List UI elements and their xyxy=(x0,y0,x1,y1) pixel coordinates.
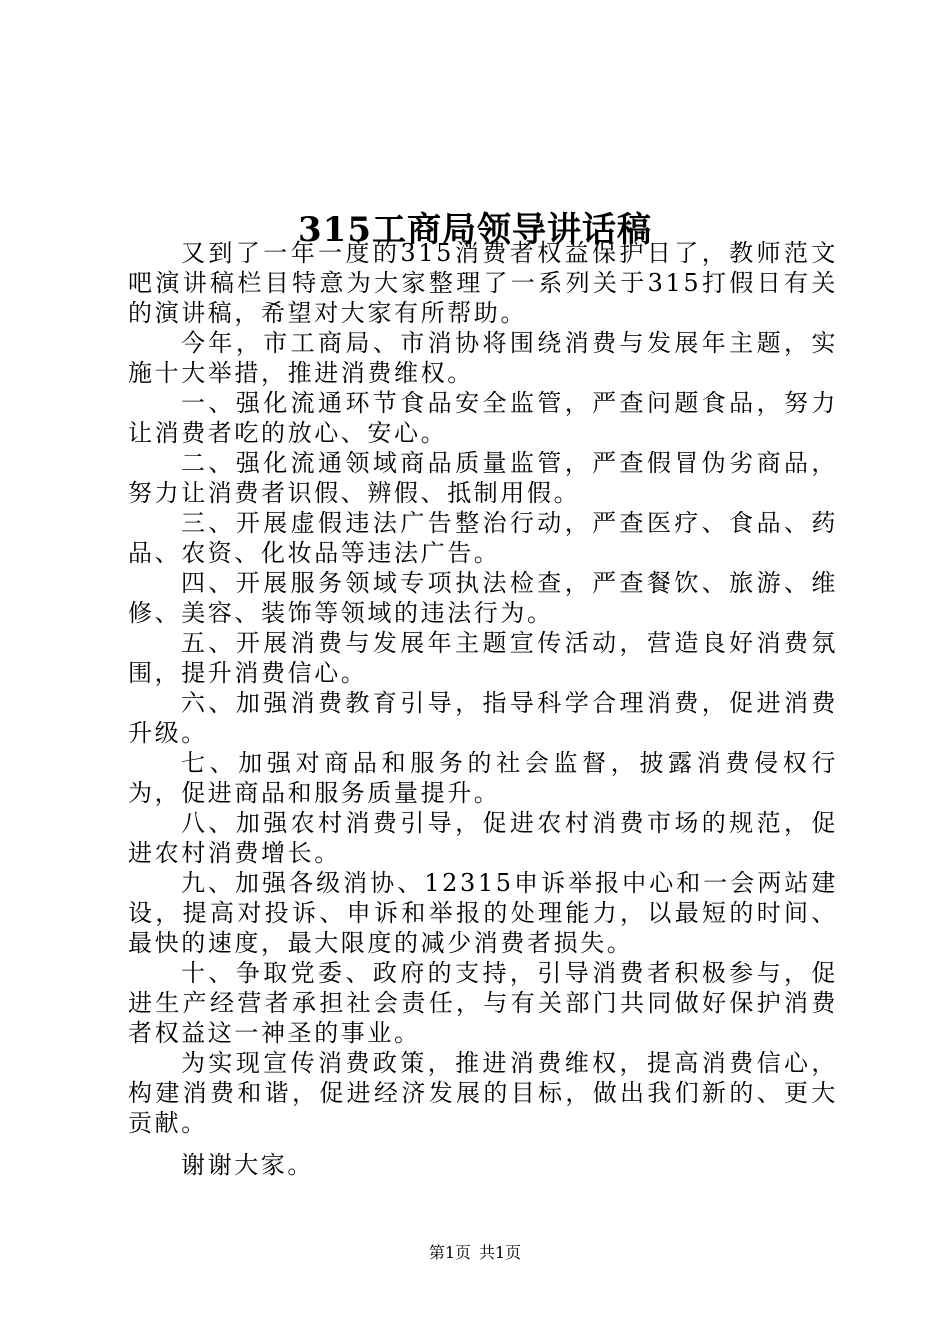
paragraph-measure-9: 九、加强各级消协、12315申诉举报中心和一会两站建设，提高对投诉、申诉和举报的处理能力，以最短的时间、最快的速度，最大限度的减少消费者损失。 xyxy=(128,869,838,957)
page-footer xyxy=(0,1243,950,1263)
paragraph-summary: 今年，市工商局、市消协将围绕消费与发展年主题，实施十大举措，推进消费维权。 xyxy=(128,329,838,387)
closing-line: 谢谢大家。 xyxy=(181,1151,314,1179)
paragraph-measure-3: 三、开展虚假违法广告整治行动，严查医疗、食品、药品、农资、化妆品等违法广告。 xyxy=(128,509,838,567)
paragraph-conclusion: 为实现宣传消费政策，推进消费维权，提高消费信心，构建消费和谐，促进经济发展的目标，做出我们新的、更大贡献。 xyxy=(128,1049,838,1137)
paragraph-measure-1: 一、强化流通环节食品安全监管，严查问题食品，努力让消费者吃的放心、安心。 xyxy=(128,389,838,447)
page-number-total: 共1页 xyxy=(479,1243,522,1262)
paragraph-intro: 又到了一年一度的315消费者权益保护日了，教师范文吧演讲稿栏目特意为大家整理了一系列关于315打假日有关的演讲稿，希望对大家有所帮助。 xyxy=(128,239,838,327)
paragraph-measure-5: 五、开展消费与发展年主题宣传活动，营造良好消费氛围，提升消费信心。 xyxy=(128,629,838,687)
paragraph-measure-6: 六、加强消费教育引导，指导科学合理消费，促进消费升级。 xyxy=(128,689,838,747)
paragraph-measure-10: 十、争取党委、政府的支持，引导消费者积极参与，促进生产经营者承担社会责任，与有关部门共同做好保护消费者权益这一神圣的事业。 xyxy=(128,959,838,1047)
paragraph-measure-7: 七、加强对商品和服务的社会监督，披露消费侵权行为，促进商品和服务质量提升。 xyxy=(128,749,838,807)
page-number-current: 第1页 xyxy=(428,1243,471,1262)
paragraph-measure-8: 八、加强农村消费引导，促进农村消费市场的规范，促进农村消费增长。 xyxy=(128,809,838,867)
document-body xyxy=(128,238,838,1138)
document-title: 315工商局领导讲话稿 xyxy=(298,209,652,250)
paragraph-measure-2: 二、强化流通领域商品质量监管，严查假冒伪劣商品，努力让消费者识假、辨假、抵制用假。 xyxy=(128,449,838,507)
paragraph-measure-4: 四、开展服务领域专项执法检查，严查餐饮、旅游、维修、美容、装饰等领域的违法行为。 xyxy=(128,569,838,627)
